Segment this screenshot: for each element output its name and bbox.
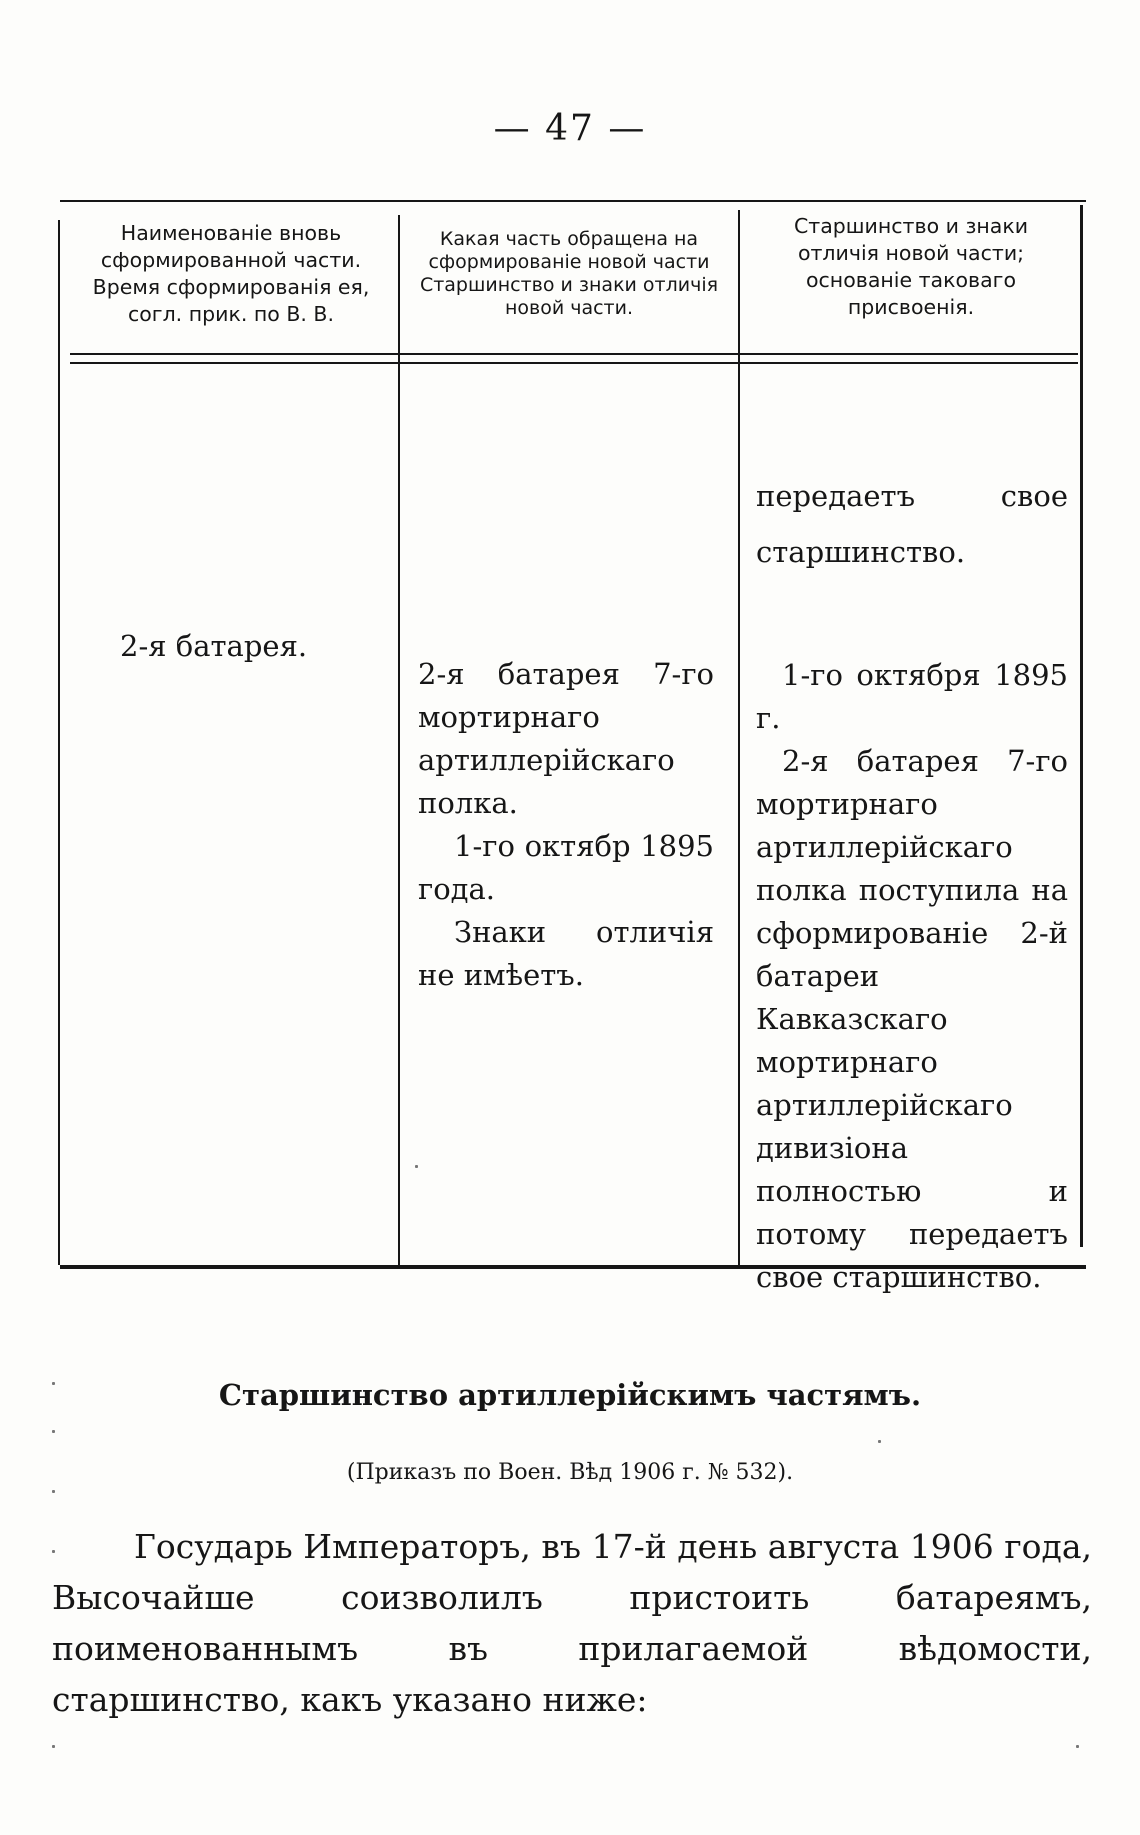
page-number: — 47 — [493, 108, 647, 149]
print-speck [52, 1745, 55, 1748]
header-bottom-rule-2 [70, 362, 1078, 364]
cell-col-3-text: 2-я батарея 7-го мортирнаго артиллерійскаго полка поступила на сформированіе 2-й батареи Кавказскаго мортирнаго артиллерійскаго дивизіона полностью и потому передаетъ свое старшинство. [756, 744, 1068, 1294]
cell-col-2-date: 1-го октябр 1895 года. [418, 829, 714, 906]
header-col-1: Наименованіе вновь сформированной части. Время сформированія ея, согл. прик. по В. В. [92, 221, 370, 326]
cell-col-3-date: 1-го октября 1895 г. [756, 658, 1068, 735]
table-right-border [1080, 205, 1083, 1247]
order-reference: (Приказъ по Воен. Вѣд 1906 г. № 532). [346, 1460, 794, 1485]
print-speck [52, 1490, 55, 1493]
column-divider-1 [398, 215, 400, 1265]
column-divider-2 [738, 210, 740, 1265]
cell-col-2 [418, 653, 714, 997]
cell-col-2-insignia: Знаки отличія не имѣетъ. [418, 915, 714, 992]
header-col-2: Какая часть обращена на сформированіе новой части Старшинство и знаки отличія новой части. [419, 228, 719, 319]
section-heading: Старшинство артиллерійскимъ частямъ. [218, 1378, 922, 1412]
cell-col-2-unit: 2-я батарея 7-го мортирнаго артиллерійскаго полка. [418, 657, 714, 820]
table-top-rule [60, 200, 1086, 202]
body-paragraph-text: Государь Императоръ, въ 17-й день августа 1906 года, Высочайше соизволилъ пристоить батареямъ, поименованнымъ въ прилагаемой вѣдомости, старшинство, какъ указано ниже: [52, 1527, 1092, 1719]
cell-col-3 [756, 654, 1068, 1299]
print-speck [52, 1430, 55, 1433]
cell-col-3-top: передаетъ свое старшинство. [756, 479, 1068, 569]
cell-col-1: 2-я батарея. [120, 629, 308, 663]
header-col-3: Старшинство и знаки отличія новой части; основаніе таковаго присвоенія. [793, 214, 1029, 319]
print-speck [878, 1440, 881, 1443]
print-speck [1076, 1745, 1079, 1748]
print-speck [415, 1165, 418, 1168]
body-paragraph [52, 1521, 1092, 1725]
table-left-border [58, 220, 60, 1265]
print-speck [52, 1382, 55, 1385]
header-bottom-rule [70, 353, 1078, 355]
print-speck [52, 1550, 55, 1553]
